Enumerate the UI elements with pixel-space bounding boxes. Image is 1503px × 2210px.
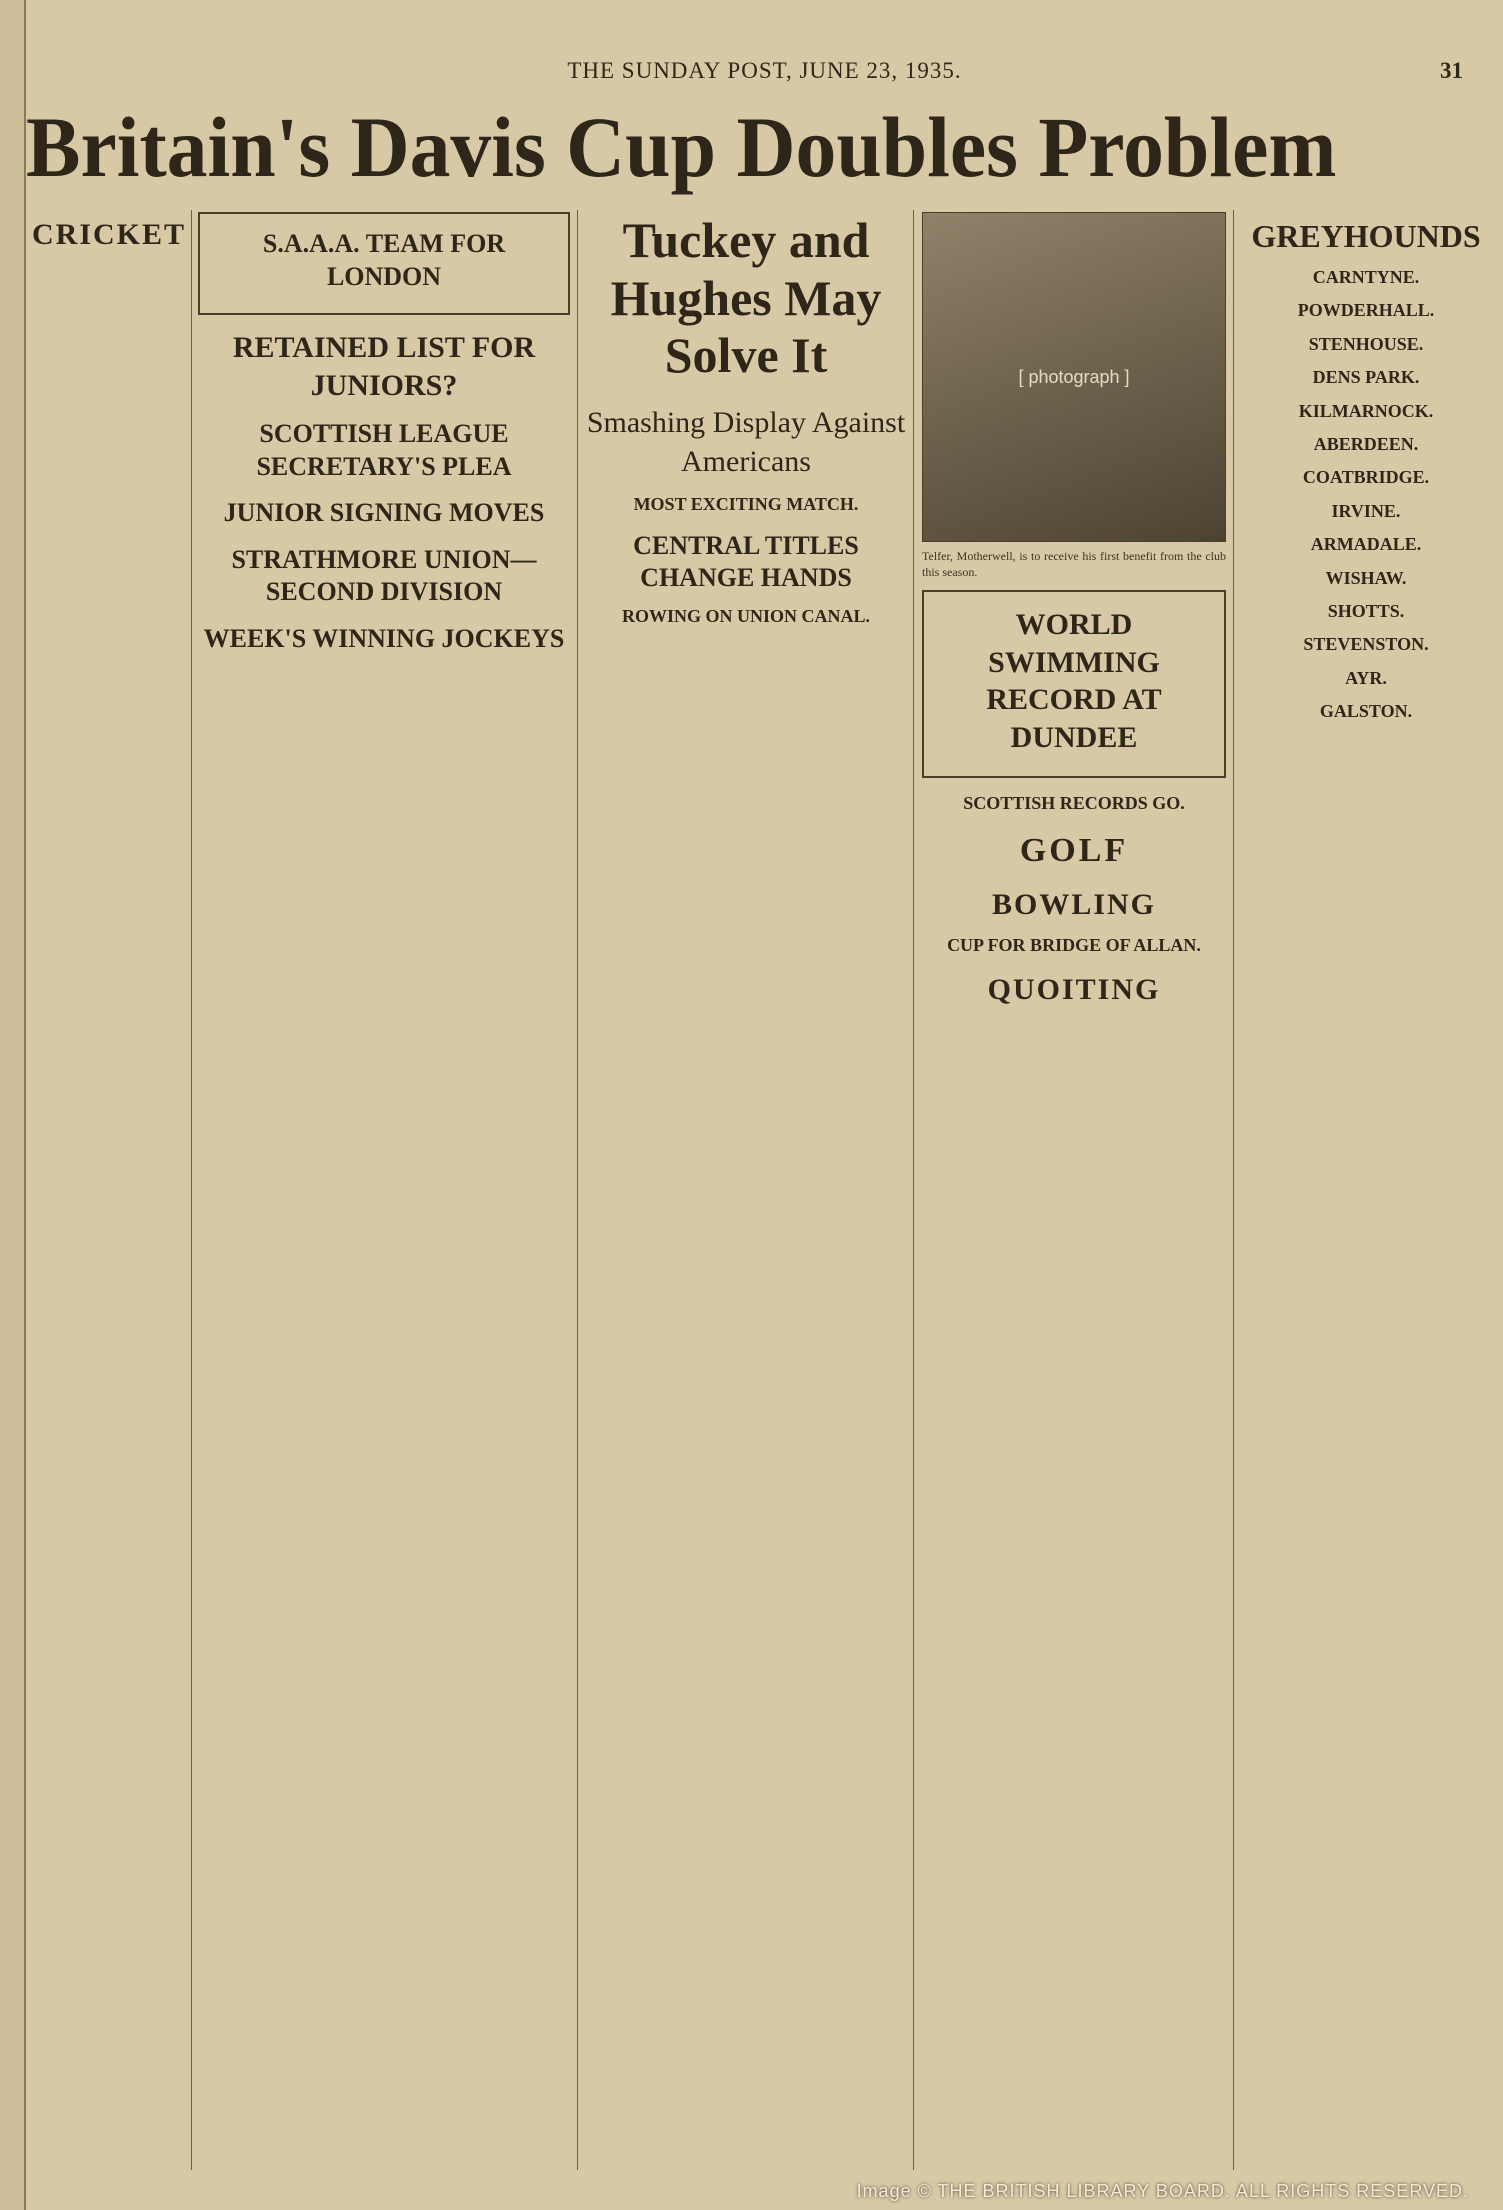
scottish-records-subhead: SCOTTISH RECORDS GO.	[963, 793, 1185, 814]
greyhound-track-title: POWDERHALL.	[1297, 300, 1435, 321]
greyhound-track-title: COATBRIDGE.	[1302, 467, 1430, 488]
quoiting-heading: QUOITING	[987, 973, 1161, 1007]
greyhound-track-title: IRVINE.	[1331, 500, 1401, 521]
junior-signing-heading: JUNIOR SIGNING MOVES	[223, 498, 545, 527]
greyhound-track-title: GALSTON.	[1319, 701, 1413, 722]
greyhound-track-title: ARMADALE.	[1310, 534, 1422, 555]
greyhounds-column	[1240, 212, 1492, 2162]
column-rule	[913, 210, 914, 2170]
greyhound-track-title: DENS PARK.	[1312, 367, 1420, 388]
jockeys-heading: WEEK'S WINNING JOCKEYS	[203, 623, 565, 653]
strathmore-heading: STRATHMORE UNION—SECOND DIVISION	[231, 544, 537, 606]
retained-list-heading: RETAINED LIST FOR JUNIORS?	[232, 331, 536, 402]
column-rule	[191, 210, 192, 2170]
retained-list-deck: SCOTTISH LEAGUE SECRETARY'S PLEA	[256, 419, 512, 481]
greyhound-track-title: WISHAW.	[1325, 567, 1407, 588]
cricket-column	[32, 212, 186, 2162]
greyhound-track-title: ABERDEEN.	[1313, 433, 1419, 454]
adjacent-page-edge	[0, 0, 26, 2210]
greyhound-track-title: STENHOUSE.	[1308, 333, 1424, 354]
swimming-box	[922, 590, 1226, 778]
tennis-subhead: MOST EXCITING MATCH.	[633, 493, 859, 514]
photo-caption: Telfer, Motherwell, is to receive his first benefit from the club this season.	[922, 549, 1226, 580]
bowling-deck: CUP FOR BRIDGE OF ALLAN.	[947, 934, 1201, 955]
greyhound-track-title: SHOTTS.	[1327, 600, 1405, 621]
column-rule	[577, 210, 578, 2170]
player-photo: [ photograph ]	[922, 212, 1226, 542]
saaa-team-box	[198, 212, 570, 315]
newspaper-page	[26, 0, 1503, 2210]
swimming-column	[922, 212, 1226, 2162]
image-credit: Image © THE BRITISH LIBRARY BOARD. ALL RIGHTS RESERVED.	[856, 2181, 1469, 2201]
bowling-heading: BOWLING	[991, 888, 1157, 922]
greyhound-track-list	[1240, 266, 1492, 723]
athletics-column	[198, 212, 570, 2162]
greyhound-track-title: STEVENSTON.	[1303, 634, 1429, 655]
masthead-title: THE SUNDAY POST, JUNE 23, 1935.	[567, 58, 962, 83]
banner-headline: Britain's Davis Cup Doubles Problem	[26, 99, 1337, 195]
tennis-deck: Smashing Display Against Americans	[586, 405, 906, 478]
central-titles-heading: CENTRAL TITLES CHANGE HANDS	[633, 530, 859, 593]
golf-heading: GOLF	[1019, 831, 1129, 869]
greyhound-track-title: CARNTYNE.	[1312, 267, 1420, 287]
swimming-heading: WORLD SWIMMING RECORD AT DUNDEE	[986, 608, 1162, 754]
tennis-column	[586, 212, 906, 2162]
saaa-heading: S.A.A.A. TEAM FOR LONDON	[262, 229, 506, 291]
rowing-heading: ROWING ON UNION CANAL.	[621, 605, 870, 626]
tennis-headline: Tuckey and Hughes May Solve It	[610, 212, 882, 383]
greyhounds-heading: GREYHOUNDS	[1251, 218, 1481, 254]
greyhound-track-title: AYR.	[1345, 667, 1387, 688]
cricket-heading: CRICKET	[32, 218, 186, 251]
page-number: 31	[1440, 58, 1463, 83]
greyhound-track-title: KILMARNOCK.	[1298, 400, 1434, 421]
column-rule	[1233, 210, 1234, 2170]
